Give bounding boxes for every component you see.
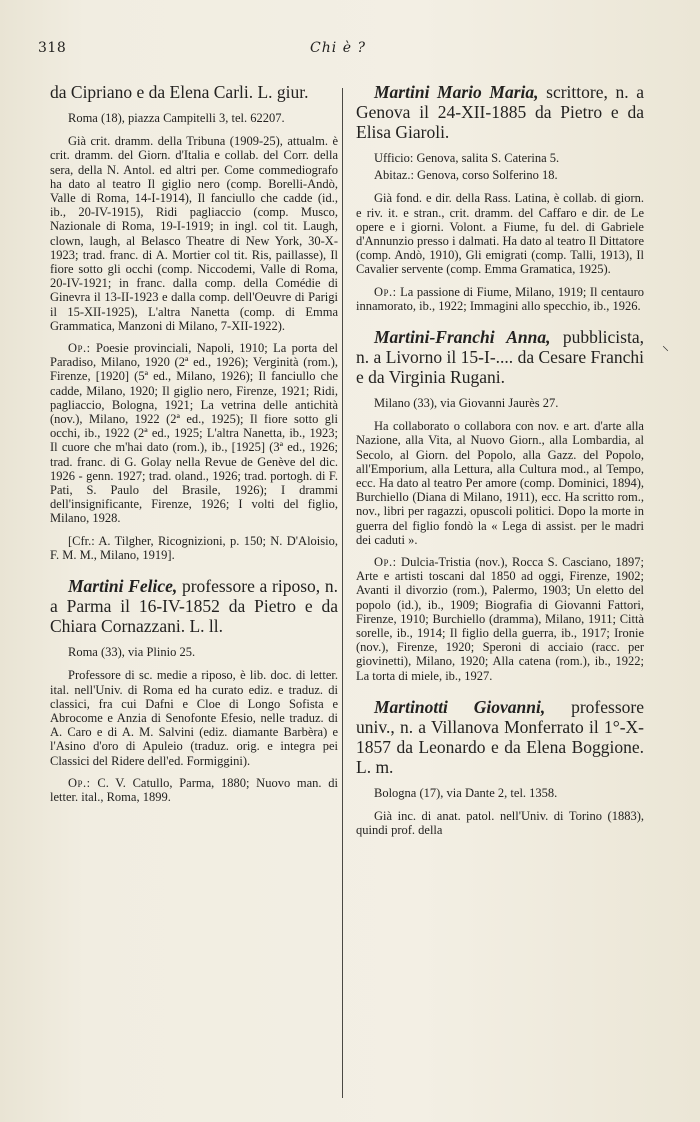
entry-martinotti-giovanni bbox=[356, 697, 644, 838]
entry-works bbox=[50, 776, 338, 804]
entry-address: Milano (33), via Giovanni Jaurès 27. bbox=[374, 396, 559, 411]
entry-head-text: professore a riposo, n. a Parma il 16-IV-1852 da Pietro e da Chiara Cornazzani. L. ll. bbox=[50, 576, 339, 637]
entry-biography: Già crit. dramm. della Tribuna (1909-25), attualm. è crit. dramm. del Giorn. d'Italia e collab. del Corr. della sera, della N. Antol. ed altri per. Come commediografo ha dato al teatro Il giglio nero (comp. Borelli-Andò, Valle di Roma, 14-I-1914), Il fanciullo che cadde (id., ib., 20-IV-1915), Ridi pagliaccio (comp. Musco, Nazionale di Roma, 19-I-1919; in ingl. col tit. Laugh, clown, laugh, al Belasco Theatre di New York, 30-X-1923; trad. franc. di A. Mortier col tit. Ris, paillasse), Il fiore sotto gli occhi (comp. Niccodemi, Valle di Roma, 20-IV-1921; in franc. dalla comp. della Comédie di Ginevra il 13-II-1923 e dalla comp. dell'Oeuvre di Parigi il 15-XII-1925), L'altra Nanetta (comp. di Emma Grammatica, Manzoni di Milano, 7-XII-1922). bbox=[50, 134, 338, 333]
entry-works bbox=[356, 555, 644, 683]
entry-biography: Ha collaborato o collabora con nov. e art. d'arte alla Nazione, alla Vita, al Nuovo Giorn., alla Lombardia, al Secolo, al Giorn. del Popolo, alla Gazz. del Popolo, all'Emporium, alla Lettura, alla Cultura mod., al Tempo, ecc. Ha dato al teatro Per amore (comp. Dominici, 1894), Burchiello (Diana di Milano, 1911), ecc. Ha scritto rom., nov., libri per ragazzi, opuscoli politici. Dopo la morte in guerra del figlio fondò la « Lega di assist. per le madri dei caduti ». bbox=[356, 419, 644, 547]
entry-address: Ufficio: Genova, salita S. Caterina 5. bbox=[374, 151, 560, 165]
works-list: Dulcia-Tristia (nov.), Rocca S. Casciano, 1897; Arte e artisti toscani dal 1850 ad oggi, Firenze, 1902; Avanti il divorzio (rom.), Palermo, 1903; Un eletto del popolo (id.), ib., 1909; Biografia di Giovanni Fattori, Firenze, 1910; Burchiello (dramma), Milano, 1911; Città sorelle, ib., 1914; Il figlio della guerra, ib., 1917; Ironie (nov.), Firenze, 1920; Speroni di acciaio (racc. per giovinetti), Milano, 1920; Alla catena (rom.), ib., 1922; La torta di miele, ib., 1927. bbox=[356, 555, 644, 683]
entry-address: Roma (33), via Plinio 25. bbox=[68, 645, 196, 660]
entry-name: Martini Mario Maria, bbox=[374, 82, 539, 102]
entry-head-text: scrittore, n. a Genova il 24-XII-1885 da Pietro e da Elisa Giaroli. bbox=[356, 82, 645, 142]
works-label: Op.: bbox=[68, 775, 91, 790]
margin-mark: ⸜ bbox=[662, 338, 669, 354]
entry-head-text: pubblicista, n. a Livorno il 15-I-.... da Cesare Franchi e da Virginia Rugani. bbox=[356, 327, 644, 388]
entry-biography: Già fond. e dir. della Rass. Latina, è collab. di giorn. e riv. it. e stran., crit. dramm. del Caffaro e dir. de Le opere e i giorni. Volont. a Fiume, fu del. di Gabriele d'Annunzio presso i dalmati. Ha dato al teatro Il Dittatore (comp. Andò, 1910), Gli emigrati (comp. Talli, 1913), Il Cavalier servente (comp. Emma Gramatica, 1925). bbox=[356, 191, 644, 277]
entry-martini-mario-maria bbox=[356, 82, 644, 313]
page-header bbox=[38, 40, 638, 62]
right-column bbox=[356, 82, 644, 852]
entry-martini-felice bbox=[50, 576, 338, 804]
works-label: Op.: bbox=[374, 284, 397, 299]
page-number: 318 bbox=[38, 40, 67, 56]
entry-martini-franchi-anna bbox=[356, 327, 644, 683]
column-divider bbox=[342, 88, 343, 1098]
entry-head-text: professore univ., n. a Villanova Monferrato il 1°-X-1857 da Leonardo e da Elena Boggione. L. m. bbox=[356, 696, 644, 777]
works-label: Op.: bbox=[68, 341, 91, 356]
entry-head bbox=[50, 576, 338, 636]
entry-references: [Cfr.: A. Tilgher, Ricognizioni, p. 150; N. D'Aloisio, F. M. M., Milano, 1919]. bbox=[50, 533, 338, 562]
entry-address: Roma (18), piazza Campitelli 3, tel. 62207. bbox=[68, 111, 285, 125]
entry-address-home: Abitaz.: Genova, corso Solferino 18. bbox=[374, 168, 558, 183]
entry-biography: Già inc. di anat. patol. nell'Univ. di Torino (1883), quindi prof. della bbox=[356, 809, 644, 838]
running-head: Chi è ? bbox=[310, 40, 366, 56]
entry-head bbox=[356, 82, 644, 142]
entry-biography: Professore di sc. medie a riposo, è lib. doc. di letter. ital. nell'Univ. di Roma ed ha curato ediz. e traduz. di classici, fra cui Dafni e Cloe di Longo Sofista e Abrocome e Anzia di Senofonte Efesio, nelle traduz. di A. Caro e di A. M. Salvini (ediz. diamante Barbèra) e l'Asino d'oro di Apuleio (traduz. orig. e integra pei Classici del Ridere dell'ed. Formiggini). bbox=[50, 668, 338, 768]
entry-continued bbox=[50, 82, 338, 562]
entry-name: Martinotti Giovanni, bbox=[374, 696, 546, 717]
entry-works bbox=[356, 285, 644, 313]
entry-head bbox=[356, 697, 644, 777]
entry-name: Martini-Franchi Anna, bbox=[374, 327, 551, 348]
left-column bbox=[50, 82, 338, 818]
entry-head bbox=[356, 327, 644, 387]
entry-works bbox=[50, 341, 338, 526]
entry-head: da Cipriano e da Elena Carli. L. giur. bbox=[50, 82, 309, 102]
entry-address: Bologna (17), via Dante 2, tel. 1358. bbox=[374, 785, 558, 800]
works-list: Poesie provinciali, Napoli, 1910; La porta del Paradiso, Milano, 1920 (2ª ed., 1926); Verginità (rom.), Firenze, [1920] (5ª ed., Milano, 1926); Il fanciullo che cadde, Milano, 1920; Il giglio nero, Firenze, 1921; Ridi, pagliaccio, Bologna, 1921; La vetrina delle antichità (nov.), Milano, 1922 (2ª ed., 1925); Il fiore sotto gli occhi, ib., 1922 (2ª ed., 1925; L'altra Nanetta, ib., 1923; Il cuore che m'hai dato (rom.), ib., [1925] (3ª ed., 1926; trad. franc. di G. Golay nella Revue de Genève del dic. 1926 - genn. 1927; trad. oland., 1926; trad. portogh. di F. Pati, S. Paulo del Brasile, 1926); I drammi dell'insignificante, Firenze, 1926; I volti del figlio, Milano, 1928. bbox=[50, 341, 339, 526]
works-list: La passione di Fiume, Milano, 1919; Il centauro innamorato, ib., 1922; Immagini allo specchio, ib., 1926. bbox=[356, 284, 644, 313]
works-label: Op.: bbox=[374, 555, 397, 570]
works-list: C. V. Catullo, Parma, 1880; Nuovo man. di letter. ital., Roma, 1899. bbox=[50, 775, 338, 804]
entry-name: Martini Felice, bbox=[68, 576, 178, 597]
